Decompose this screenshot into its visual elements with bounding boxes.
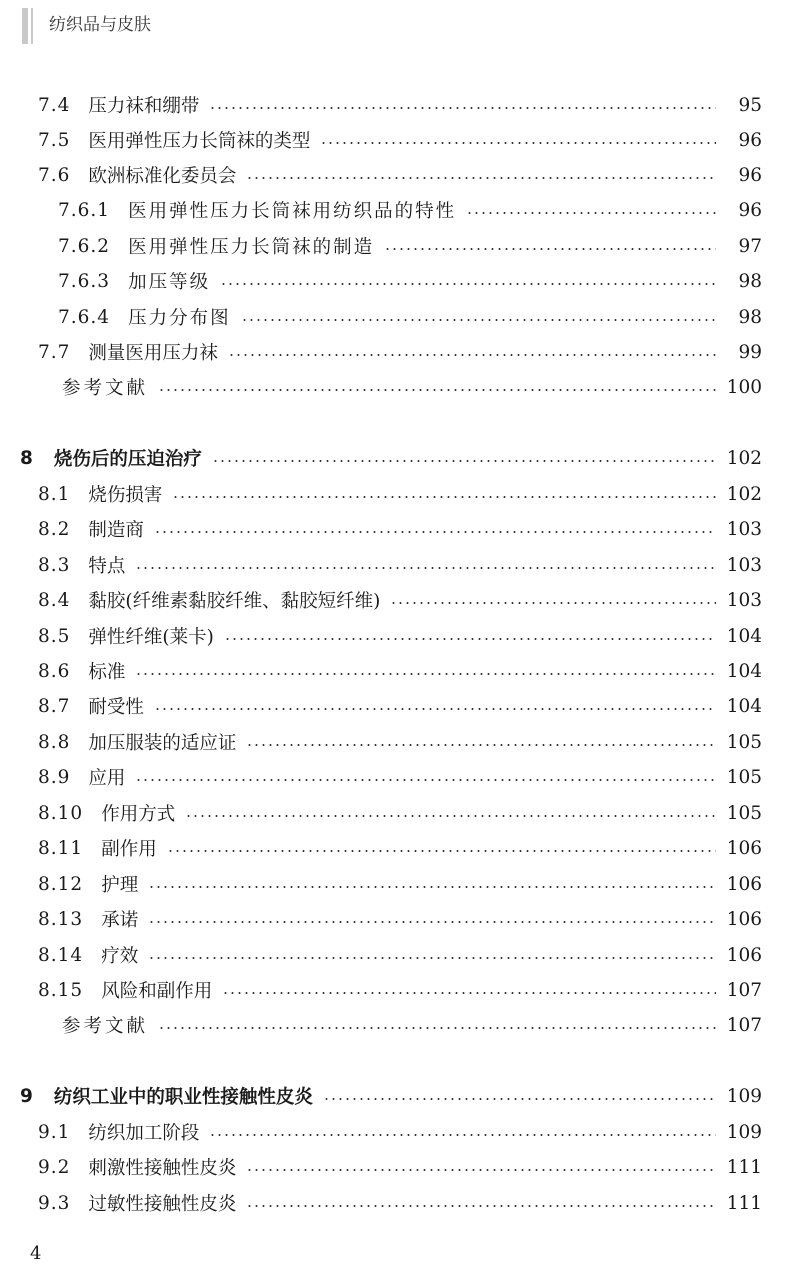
dot-leader [167, 850, 716, 852]
toc-entry-title: 压力袜和绷带 [88, 96, 200, 117]
dot-leader [148, 957, 716, 959]
dot-leader [222, 992, 716, 994]
toc-entry-number: 8.13 [38, 908, 84, 930]
toc-entry-title: 纺织加工阶段 [88, 1123, 200, 1144]
dot-leader [158, 1027, 716, 1029]
toc-entry-8-11[interactable] [0, 833, 790, 863]
toc-entry-title: 刺激性接触性皮炎 [88, 1158, 237, 1179]
toc-entry-number: 8.14 [38, 944, 84, 966]
toc-entry-number: 8.7 [38, 695, 71, 717]
toc-entry-number: 8.2 [38, 518, 71, 540]
toc-entry-page: 98 [738, 270, 762, 292]
toc-entry-page: 111 [726, 1156, 762, 1178]
toc-entry-number: 8.4 [38, 589, 71, 611]
page-number: 4 [30, 1243, 42, 1264]
toc-chapter-number: 8 [20, 447, 34, 469]
dot-leader [384, 248, 716, 250]
toc-entry-number: 9.2 [38, 1156, 71, 1178]
dot-leader [246, 1169, 716, 1171]
dot-leader [172, 496, 716, 498]
toc-entry-8-15[interactable] [0, 975, 790, 1005]
toc-entry-page: 100 [726, 376, 762, 398]
toc-entry-page: 104 [726, 695, 762, 717]
toc-entry-page: 97 [738, 235, 762, 257]
toc-entry-8-14[interactable] [0, 940, 790, 970]
toc-chapter-9[interactable] [0, 1081, 790, 1111]
toc-entry-7-7[interactable] [0, 337, 790, 367]
toc-entry-title: 过敏性接触性皮炎 [88, 1194, 237, 1215]
toc-entry-8-10[interactable] [0, 798, 790, 828]
toc-entry-page: 102 [726, 447, 762, 469]
dot-leader [246, 177, 716, 179]
toc-entry-title: 护理 [101, 875, 139, 896]
toc-entry-page: 96 [738, 199, 762, 221]
toc-entry-8-1[interactable] [0, 479, 790, 509]
dot-leader [212, 460, 716, 462]
dot-leader [185, 815, 716, 817]
dot-leader [154, 531, 716, 533]
toc-entry-page: 105 [726, 731, 762, 753]
toc-entry-title: 作用方式 [101, 804, 176, 825]
toc-entry-page: 105 [726, 802, 762, 824]
dot-leader [154, 708, 716, 710]
toc-entry-7-6-4[interactable] [0, 302, 790, 332]
toc-entry-number: 8.11 [38, 837, 84, 859]
toc-entry-page: 106 [726, 837, 762, 859]
dot-leader [135, 673, 716, 675]
toc-entry-page: 103 [726, 554, 762, 576]
toc-entry-title: 烧伤损害 [88, 485, 163, 506]
toc-entry-8-4[interactable] [0, 585, 790, 615]
toc-entry-title: 医用弹性压力长筒袜用纺织品的特性 [128, 201, 457, 222]
toc-entry-number: 7.6.3 [58, 270, 111, 292]
toc-entry-title: 副作用 [101, 839, 157, 860]
toc-entry-9-2[interactable] [0, 1152, 790, 1182]
toc-entry-title: 标准 [88, 662, 126, 683]
toc-chapter-title: 纺织工业中的职业性接触性皮炎 [53, 1087, 313, 1108]
toc-entry-number: 7.6.1 [58, 199, 111, 221]
toc-entry-page: 105 [726, 766, 762, 788]
toc-entry-number: 8.5 [38, 625, 71, 647]
toc-entry-page: 111 [726, 1192, 762, 1214]
toc-entry-7-6-1[interactable] [0, 195, 790, 225]
toc-entry-8-5[interactable] [0, 621, 790, 651]
toc-entry-7-4[interactable] [0, 90, 790, 120]
toc-entry-references-8[interactable] [0, 1010, 790, 1040]
toc-entry-8-2[interactable] [0, 514, 790, 544]
dot-leader [209, 107, 716, 109]
toc-entry-number: 9.3 [38, 1192, 71, 1214]
toc-entry-number: 7.6.4 [58, 306, 111, 328]
toc-entry-9-1[interactable] [0, 1117, 790, 1147]
toc-entry-7-6-3[interactable] [0, 266, 790, 296]
dot-leader [323, 1098, 716, 1100]
toc-entry-number: 8.3 [38, 554, 71, 576]
dot-leader [246, 1205, 716, 1207]
toc-entry-number: 8.15 [38, 979, 84, 1001]
toc-entry-page: 107 [726, 979, 762, 1001]
toc-entry-title: 参考文献 [62, 378, 149, 399]
toc-entry-title: 黏胶(纤维素黏胶纤维、黏胶短纤维) [88, 591, 381, 612]
toc-entry-title: 疗效 [101, 946, 139, 967]
toc-entry-7-6-2[interactable] [0, 231, 790, 261]
toc-entry-page: 106 [726, 944, 762, 966]
toc-entry-page: 95 [738, 94, 762, 116]
dot-leader [220, 283, 716, 285]
toc-entry-page: 99 [738, 341, 762, 363]
toc-entry-page: 96 [738, 129, 762, 151]
toc-entry-title: 承诺 [101, 910, 139, 931]
dot-leader [135, 567, 716, 569]
toc-entry-page: 106 [726, 908, 762, 930]
dot-leader [228, 354, 716, 356]
toc-entry-page: 107 [726, 1014, 762, 1036]
toc-entry-number: 7.7 [38, 341, 71, 363]
toc-entry-page: 106 [726, 873, 762, 895]
toc-entry-8-8[interactable] [0, 727, 790, 757]
toc-entry-page: 102 [726, 483, 762, 505]
toc-entry-title: 测量医用压力袜 [88, 343, 218, 364]
toc-entry-references-7[interactable] [0, 372, 790, 402]
toc-entry-8-9[interactable] [0, 762, 790, 792]
toc-entry-number: 8.1 [38, 483, 71, 505]
dot-leader [241, 319, 716, 321]
dot-leader [209, 1134, 716, 1136]
toc-entry-9-3[interactable] [0, 1188, 790, 1218]
toc-entry-page: 98 [738, 306, 762, 328]
toc-entry-page: 109 [726, 1085, 762, 1107]
toc-entry-8-6[interactable] [0, 656, 790, 686]
dot-leader [158, 389, 716, 391]
toc-entry-number: 8.8 [38, 731, 71, 753]
dot-leader [246, 744, 716, 746]
toc-entry-page: 96 [738, 164, 762, 186]
dot-leader [320, 142, 716, 144]
toc-entry-page: 103 [726, 589, 762, 611]
dot-leader [466, 212, 716, 214]
dot-leader [390, 602, 716, 604]
toc-entry-8-3[interactable] [0, 550, 790, 580]
toc-entry-title: 加压服装的适应证 [88, 733, 237, 754]
toc-chapter-title: 烧伤后的压迫治疗 [53, 449, 202, 470]
toc-entry-number: 7.4 [38, 94, 71, 116]
toc-entry-title: 风险和副作用 [101, 981, 213, 1002]
toc-entry-number: 8.9 [38, 766, 71, 788]
toc-chapter-number: 9 [20, 1085, 34, 1107]
dot-leader [148, 921, 716, 923]
dot-leader [224, 638, 716, 640]
toc-entry-8-13[interactable] [0, 904, 790, 934]
toc-entry-title: 弹性纤维(莱卡) [88, 627, 214, 648]
toc-entry-title: 制造商 [88, 520, 144, 541]
toc-entry-page: 104 [726, 660, 762, 682]
toc-entry-number: 8.6 [38, 660, 71, 682]
toc-entry-page: 109 [726, 1121, 762, 1143]
toc-entry-number: 7.6.2 [58, 235, 111, 257]
toc-entry-8-7[interactable] [0, 691, 790, 721]
dot-leader [148, 886, 716, 888]
dot-leader [135, 779, 716, 781]
toc-entry-number: 7.5 [38, 129, 71, 151]
toc-entry-title: 医用弹性压力长筒袜的类型 [88, 131, 311, 152]
toc-entry-number: 8.10 [38, 802, 84, 824]
toc-entry-title: 特点 [88, 556, 126, 577]
toc-entry-8-12[interactable] [0, 869, 790, 899]
running-head: 纺织品与皮肤 [49, 15, 151, 35]
toc-entry-page: 104 [726, 625, 762, 647]
toc-entry-number: 8.12 [38, 873, 84, 895]
toc-entry-title: 耐受性 [88, 697, 144, 718]
toc-entry-7-6[interactable] [0, 160, 790, 190]
toc-entry-title: 医用弹性压力长筒袜的制造 [128, 237, 375, 258]
toc-entry-page: 103 [726, 518, 762, 540]
toc-entry-title: 参考文献 [62, 1016, 149, 1037]
toc-entry-number: 9.1 [38, 1121, 71, 1143]
toc-entry-title: 加压等级 [128, 272, 211, 293]
toc-entry-title: 欧洲标准化委员会 [88, 166, 237, 187]
toc-chapter-8[interactable] [0, 443, 790, 473]
toc-entry-title: 应用 [88, 768, 126, 789]
toc-entry-number: 7.6 [38, 164, 71, 186]
toc-entry-title: 压力分布图 [128, 308, 231, 329]
toc-entry-7-5[interactable] [0, 125, 790, 155]
